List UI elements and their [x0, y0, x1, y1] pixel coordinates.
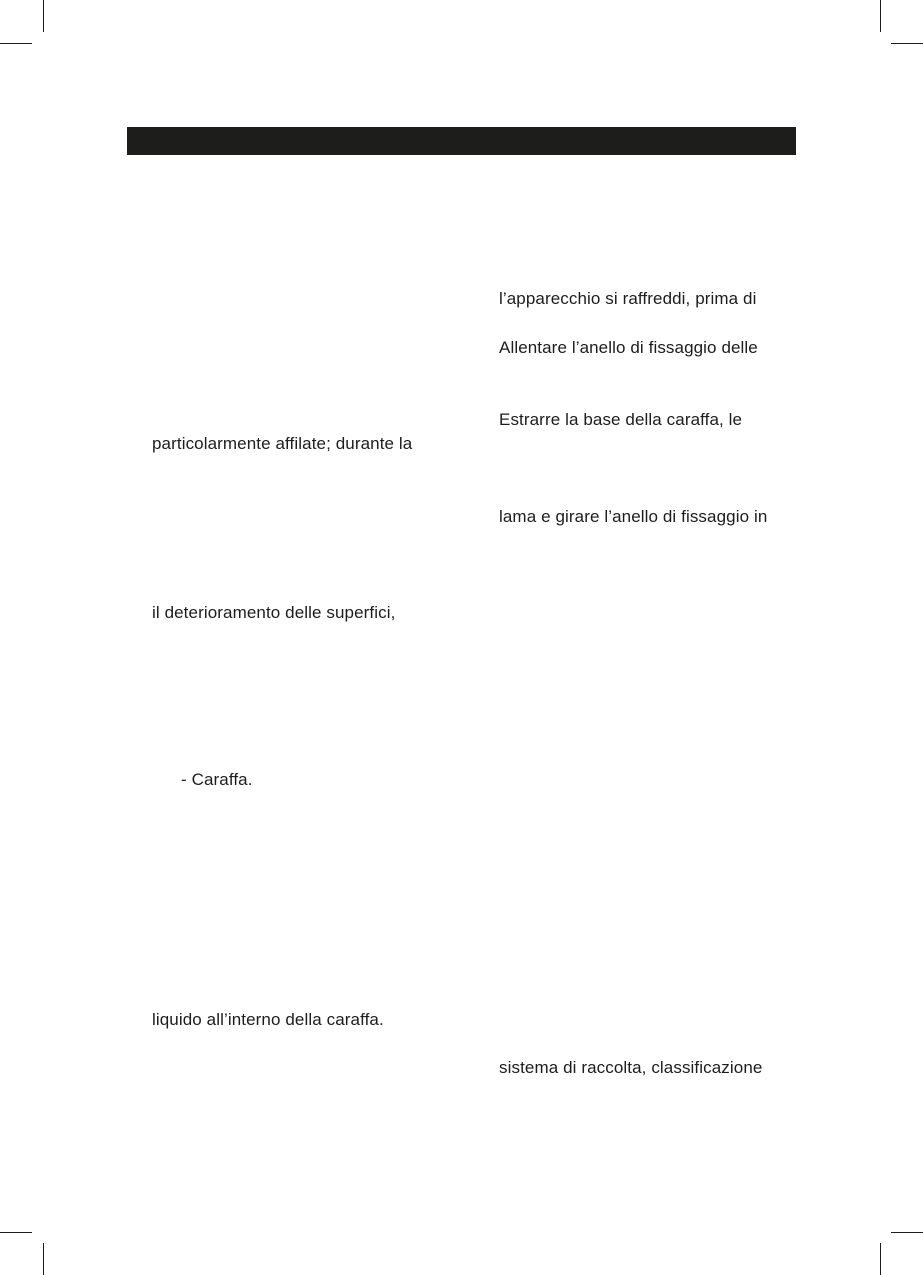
right-text-line-5: sistema di raccolta, classificazione: [499, 1058, 763, 1077]
right-text-line-4: lama e girare l’anello di fissaggio in: [499, 507, 768, 526]
right-text-line-1: l’apparecchio si raffreddi, prima di: [499, 289, 757, 308]
crop-mark-top-left-vertical: [43, 0, 44, 32]
left-text-line-2: il deterioramento delle superfici,: [152, 603, 396, 622]
left-text-line-1: particolarmente affilate; durante la: [152, 434, 413, 453]
left-text-line-4: liquido all’interno della caraffa.: [152, 1010, 384, 1029]
crop-mark-bottom-left-horizontal: [0, 1232, 32, 1233]
right-text-line-2: Allentare l’anello di fissaggio delle: [499, 338, 758, 357]
right-text-line-3: Estrarre la base della caraffa, le: [499, 410, 743, 429]
crop-mark-bottom-right-vertical: [880, 1243, 881, 1275]
crop-mark-bottom-right-horizontal: [891, 1232, 923, 1233]
header-bar: [127, 127, 796, 155]
crop-mark-top-right-horizontal: [891, 43, 923, 44]
crop-mark-top-left-horizontal: [0, 43, 32, 44]
left-list-item-caraffa: - Caraffa.: [181, 770, 253, 789]
crop-mark-top-right-vertical: [880, 0, 881, 32]
crop-mark-bottom-left-vertical: [43, 1243, 44, 1275]
